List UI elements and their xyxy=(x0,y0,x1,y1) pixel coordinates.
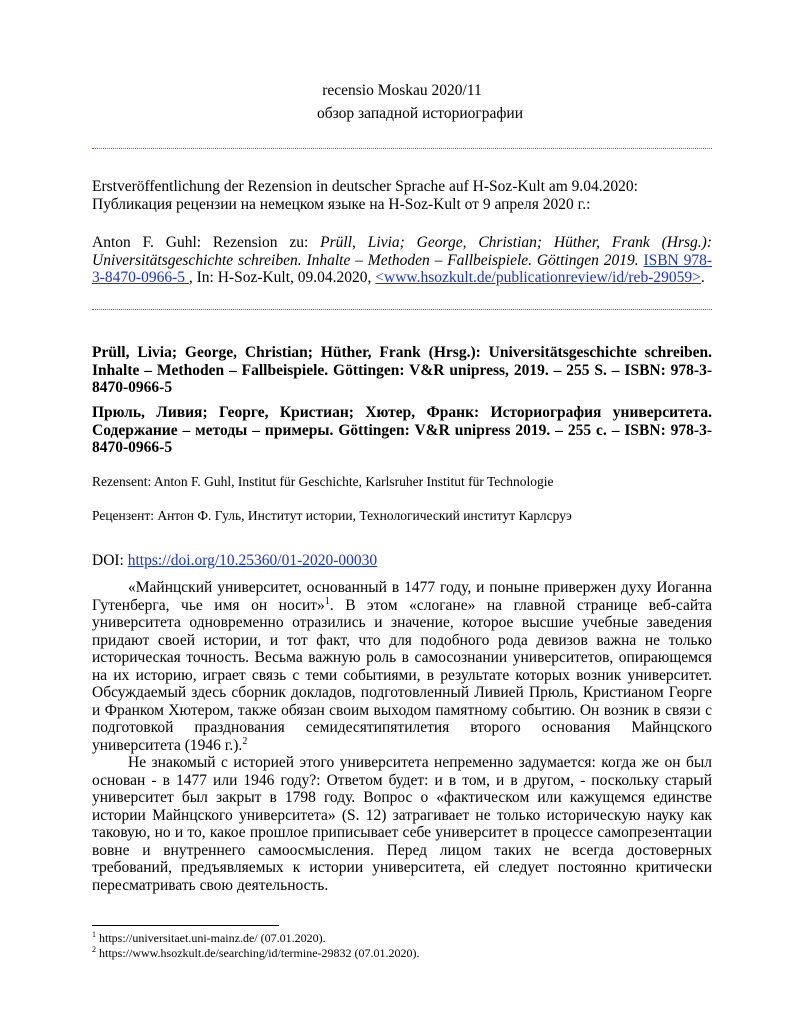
citation-dot: . xyxy=(634,251,644,269)
divider-bottom xyxy=(92,309,712,310)
body-paragraph-2: Не знакомый с историей этого университета непременно задумается: когда же он был основан - в 1477 или 1946 году?: Ответом будет: и в том, и в другом, - поскольку старый университет был закрыт в 1798 году. Вопрос о «фактическом или кажущемся единстве истории Майнцского университета» (S. 12) затрагивает не только историческую науку как таковую, но и то, какое прошлое приписывает себе университет в процессе самопрезентации вовне и внутреннего самоосмысления. Перед лицом таких не всегда достоверных требований, предъявляемых к истории университета, ей следует постоянно критически пересматривать свою деятельность. xyxy=(92,754,712,894)
book-title-de: Prüll, Livia; George, Christian; Hüther, Frank (Hrsg.): Universitätsgeschichte schreiben. Inhalte – Methoden – Fallbeispiele. Göttingen: V&R unipress, 2019. – 255 S. – ISBN: 978-3-8470-0966-5 xyxy=(92,344,712,396)
body-text xyxy=(92,579,712,894)
footnote-separator xyxy=(92,925,279,926)
header-series: recensio Moskau 2020/11 xyxy=(322,82,482,99)
footnote-1-text: https://universitaet.uni-mainz.de/ (07.01.2020). xyxy=(96,931,326,945)
doi-line xyxy=(92,552,712,570)
body-paragraph-1 xyxy=(92,579,712,754)
publication-note xyxy=(92,178,712,213)
isbn-link[interactable]: ISBN 978-3-8470-0966-5 xyxy=(92,251,713,286)
footnote-ref-1[interactable]: 1 xyxy=(324,595,330,607)
footnote-1 xyxy=(92,931,712,946)
publication-note-de: Erstveröffentlichung der Rezension in deutscher Sprache auf H-Soz-Kult am 9.04.2020: xyxy=(92,178,638,195)
footnote-2 xyxy=(92,946,712,961)
citation-middle: , In: H-Soz-Kult, 09.04.2020, xyxy=(188,269,376,286)
review-url-link[interactable]: <www.hsozkult.de/publicationreview/id/reb-29059> xyxy=(375,269,701,286)
doi-link[interactable]: https://doi.org/10.25360/01-2020-00030 xyxy=(127,552,378,569)
reviewer-de: Rezensent: Anton F. Guhl, Institut für Geschichte, Karlsruher Institut für Technologie xyxy=(92,474,554,489)
footnote-1-number: 1 xyxy=(92,930,96,939)
paragraph-1-part-b: . В этом «слогане» на главной странице веб-сайта университета одновременно отразились и значение, которое высшие учебные заведения придают своей истории, и тот факт, что для подобного рода девизов важна не только историческая точность. Весьма важную роль в самосознании университетов, опирающемся на их историю, играет связь с теми событиями, в результате которых возник университет. Обсуждаемый здесь сборник докладов, подготовленный Ливией Прюль, Кристианом Георге и Франком Хютером, также обязан своим выходом памятному событию. Он возник в связи с подготовкой празднования семидесятипятилетия второго основания Майнцского университета (1946 г.). xyxy=(92,596,712,754)
citation-end: . xyxy=(700,269,705,286)
book-title-ru: Прюль, Ливия; Георге, Кристиан; Хютер, Франк: Историография университета. Содержание – методы – примеры. Göttingen: V&R unipress 2019. – 255 с. – ISBN: 978-3-8470-0966-5 xyxy=(92,404,712,456)
divider-top xyxy=(92,148,712,149)
citation xyxy=(92,234,712,287)
footnote-2-text: https://www.hsozkult.de/searching/id/termine-29832 (07.01.2020). xyxy=(96,946,420,960)
header-subtitle: обзор западной историографии xyxy=(316,105,524,122)
citation-title: Prüll, Livia; George, Christian; Hüther, Frank (Hrsg.): Universitätsgeschichte schreiben. Inhalte – Methoden – Fallbeispiele. Göttingen 2019 xyxy=(92,234,712,269)
paragraph-1-part-a: «Майнцский университет, основанный в 1477 году, и поныне привержен духу Иоганна Гутенберга, чье имя он носит» xyxy=(92,579,712,614)
footnote-ref-2[interactable]: 2 xyxy=(242,735,248,747)
citation-prefix: Anton F. Guhl: Rezension zu: xyxy=(92,234,321,251)
reviewer-ru: Рецензент: Антон Ф. Гуль, Институт истории, Технологический институт Карлсруэ xyxy=(92,508,572,523)
doi-label: DOI: xyxy=(92,552,128,569)
publication-note-ru: Публикация рецензии на немецком языке на H-Soz-Kult от 9 апреля 2020 г.: xyxy=(92,195,591,213)
footnote-2-number: 2 xyxy=(92,945,96,954)
